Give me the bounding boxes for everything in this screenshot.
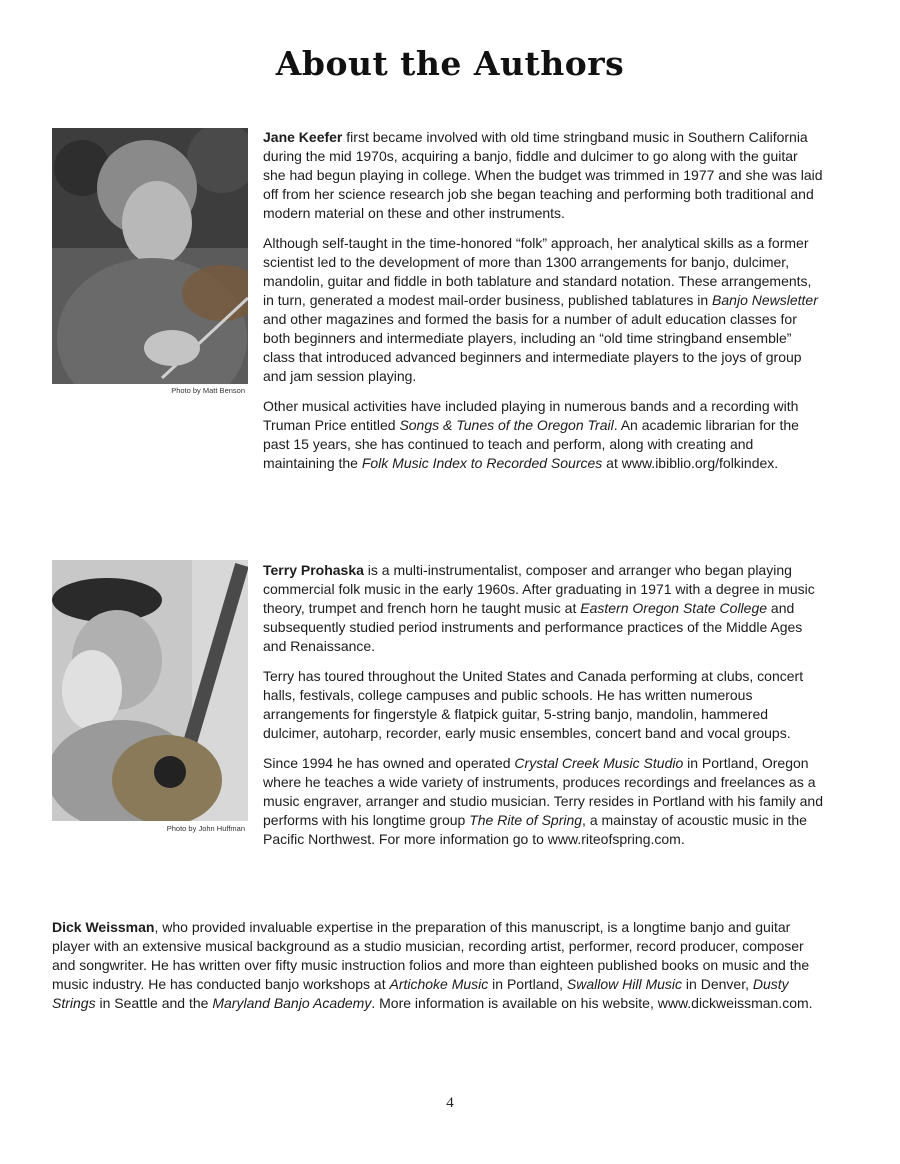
jane-bio-paragraph-1: Jane Keefer first became involved with old time stringband music in Southern California during the mid 1970s, acquiring a banjo, fiddle and dulcimer to go along with the guitar she had begun playing in college. When the budget was trimmed in 1977 and she was laid off from her science research job she began teaching and performing both traditional and modern material on these and other instruments.	[263, 129, 823, 221]
terry-prohaska-bio	[263, 561, 823, 849]
terry-bio-paragraph-2: Terry has toured throughout the United States and Canada performing at clubs, concert halls, festivals, college campuses and public schools. He has written numerous arrangements for fingerstyle & flatpick guitar, 5-string banjo, mandolin, hammered dulcimer, autoharp, recorder, early music ensembles, concert band and vocal groups.	[263, 668, 804, 741]
author-name: Jane Keefer	[263, 129, 343, 145]
terry-bio-paragraph-3: Since 1994 he has owned and operated Crystal Creek Music Studio in Portland, Oregon where he teaches a wide variety of instruments, produces recordings and freelances as a music engraver, arranger and studio musician. Terry resides in Portland with his family and performs with his longtime group The Rite of Spring, a mainstay of acoustic music in the Pacific Northwest. For more information go to www.riteofspring.com.	[263, 755, 823, 847]
terry-prohaska-photo	[52, 560, 248, 821]
page-title: About the Authors	[275, 44, 625, 83]
page-number: 4	[446, 1095, 454, 1111]
author-name: Dick Weissman	[52, 919, 155, 935]
jane-keefer-bio	[263, 128, 823, 473]
jane-bio-paragraph-2: Although self-taught in the time-honored “folk” approach, her analytical skills as a former scientist led to the development of more than 1300 arrangements for banjo, dulcimer, mandolin, guitar and fiddle in both tablature and standard notation. These arrangements, in turn, generated a modest mail-order business, published tablatures in Banjo Newsletter and other magazines and formed the basis for a number of adult education classes for both beginners and intermediate players, including an “old time stringband ensemble” class that introduced advanced beginners and intermediate players to the joys of group and jam session playing.	[263, 235, 818, 384]
jane-bio-paragraph-3: Other musical activities have included playing in numerous bands and a recording with Truman Price entitled Songs & Tunes of the Oregon Trail. An academic librarian for the past 15 years, she has continued to teach and perform, along with creating and maintaining the Folk Music Index to Recorded Sources at www.ibiblio.org/folkindex.	[263, 398, 799, 471]
dick-weissman-bio: Dick Weissman, who provided invaluable expertise in the preparation of this manuscript, is a longtime banjo and guitar player with an extensive musical background as a studio musician, recording artist, performer, record producer, composer and songwriter. He has written over fifty music instruction folios and more than eighteen published books on music and the music industry. He has conducted banjo workshops at Artichoke Music in Portland, Swallow Hill Music in Denver, Dusty Strings in Seattle and the Maryland Banjo Academy. More information is available on his website, www.dickweissman.com.	[52, 919, 813, 1011]
terry-bio-paragraph-1: Terry Prohaska is a multi-instrumentalist, composer and arranger who began playing commercial folk music in the early 1960s. After graduating in 1971 with a degree in music theory, trumpet and french horn he taught music at Eastern Oregon State College and subsequently studied period instruments and performance practices of the Middle Ages and Renaissance.	[263, 562, 815, 654]
jane-keefer-photo	[52, 128, 248, 384]
jane-photo-credit: Photo by Matt Benson	[171, 386, 245, 395]
author-name: Terry Prohaska	[263, 562, 364, 578]
terry-photo-credit: Photo by John Huffman	[166, 824, 245, 833]
